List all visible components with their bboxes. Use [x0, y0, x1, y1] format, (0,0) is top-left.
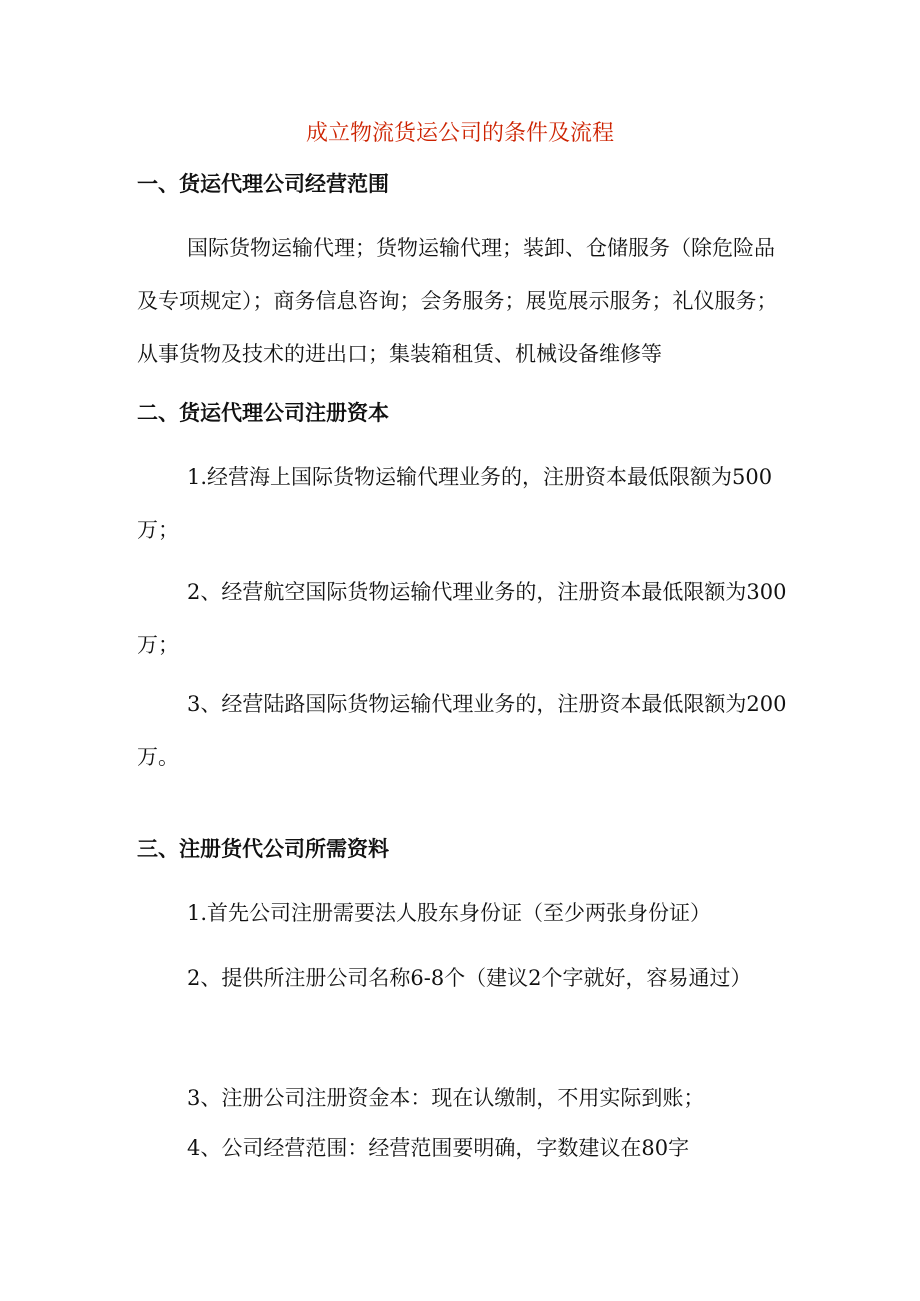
materials-item-3: 3、注册公司注册资金本：现在认缴制，不用实际到账； — [187, 1086, 705, 1110]
materials-item-2: 2、提供所注册公司名称6-8个（建议2个字就好，容易通过） — [187, 966, 752, 990]
capital-item-1: 1.经营海上国际货物运输代理业务的，注册资本最低限额为500万； — [137, 465, 773, 542]
scope-paragraph: 国际货物运输代理；货物运输代理；装卸、仓储服务（除危险品及专项规定）；商务信息咨询；会务服务；展览展示服务；礼仪服务；从事货物及技术的进出口；集装箱租赁、机械设备维修等 — [137, 236, 778, 366]
materials-item-1: 1.首先公司注册需要法人股东身份证（至少两张身份证） — [187, 901, 712, 925]
capital-item-2: 2、经营航空国际货物运输代理业务的，注册资本最低限额为300万； — [137, 580, 787, 657]
section-heading-scope: 一、货运代理公司经营范围 — [137, 172, 389, 196]
document-title: 成立物流货运公司的条件及流程 — [305, 121, 614, 146]
section-heading-materials: 三、注册货代公司所需资料 — [137, 837, 389, 861]
section-heading-capital: 二、货运代理公司注册资本 — [137, 401, 389, 425]
materials-item-4: 4、公司经营范围：经营范围要明确，字数建议在80字 — [187, 1136, 690, 1160]
capital-item-3: 3、经营陆路国际货物运输代理业务的，注册资本最低限额为200万。 — [137, 692, 787, 769]
